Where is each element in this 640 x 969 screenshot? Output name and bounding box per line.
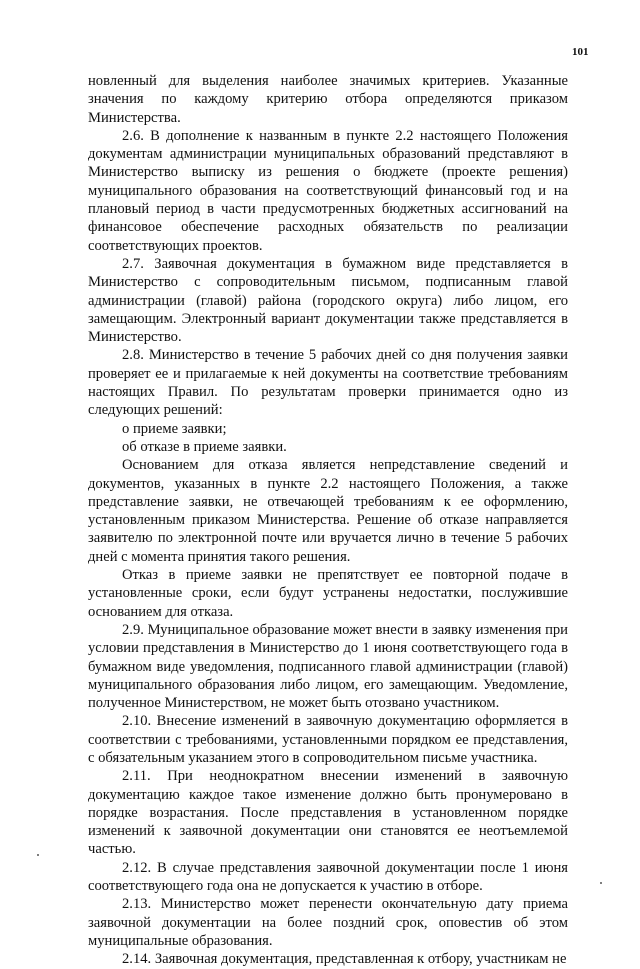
paragraph-refusal-grounds: Основанием для отказа является непредставление сведений и документов, указанных в пункте 2.2 настоящего Положения, а также представление заявки, не отвечающей требованиям к ее оформлению, установленным приказом Министерства. Решение об отказе направляется заявителю по электронной почте или вручается лично в течение 5 рабочих дней с момента принятия такого решения. bbox=[88, 457, 568, 565]
paragraph-2-11: 2.11. При неоднократном внесении изменений в заявочную документацию каждое такое изменение должно быть пронумеровано в порядке возрастания. После представления в установленном порядке изменений к заявочной документации они становятся ее неотъемлемой частью. bbox=[88, 768, 568, 858]
paragraph-2-9: 2.9. Муниципальное образование может внести в заявку изменения при условии представления в Министерство до 1 июня соответствующего года в бумажном виде уведомления, подписанного главой администрации (главой) муниципального образования либо лицом, его замещающим. Уведомление, полученное Министерством, не может быть отозвано участником. bbox=[88, 621, 568, 712]
paragraph-resubmission: Отказ в приеме заявки не препятствует ее повторной подаче в установленные сроки, если будут устранены недостатки, послужившие основанием для отказа. bbox=[88, 567, 568, 620]
paragraph-2-7: 2.7. Заявочная документация в бумажном виде представляется в Министерство с сопроводительным письмом, подписанным главой администрации (главой) района (городского округа) либо лицом, его замещающим. Электронный вариант документации также представляется в Министерство. bbox=[88, 255, 568, 346]
paragraph-2-13: 2.13. Министерство может перенести окончательную дату приема заявочной документации на более поздний срок, оповестив об этом муниципальные образования. bbox=[88, 896, 568, 949]
decision-item-refuse: об отказе в приеме заявки. bbox=[122, 438, 287, 455]
paragraph-2-8: 2.8. Министерство в течение 5 рабочих дней со дня получения заявки проверяет ее и прилагаемые к ней документы на соответствие требованиям настоящих Правил. По результатам проверки принимается одно из следующих решений: bbox=[88, 347, 568, 419]
document-body bbox=[88, 72, 568, 969]
scan-speck bbox=[600, 882, 602, 884]
scan-speck bbox=[37, 854, 39, 856]
paragraph-2-6: 2.6. В дополнение к названным в пункте 2.2 настоящего Положения документам администрации муниципальных образований представляют в Министерство выписку из решения о бюджете (проекте решения) муниципального образования на соответствующий финансовый год и на плановый период в части предусмотренных бюджетных ассигнований на финансовое обеспечение расходных обязательств по реализации соответствующих проектов. bbox=[88, 127, 568, 254]
paragraph-2-12: 2.12. В случае представления заявочной документации после 1 июня соответствующего года она не допускается к участию в отборе. bbox=[88, 859, 568, 895]
paragraph-2-10: 2.10. Внесение изменений в заявочную документацию оформляется в соответствии с требованиями, установленными порядком ее представления, с обязательным указанием этого в сопроводительном письме участника. bbox=[88, 713, 568, 766]
decision-item-accept: о приеме заявки; bbox=[122, 420, 227, 437]
page-number: 101 bbox=[572, 46, 589, 58]
paragraph-continuation: новленный для выделения наиболее значимых критериев. Указанные значения по каждому критерию отбора определяются приказом Министерства. bbox=[88, 73, 568, 126]
paragraph-2-14: 2.14. Заявочная документация, представленная к отбору, участникам не bbox=[122, 951, 567, 968]
